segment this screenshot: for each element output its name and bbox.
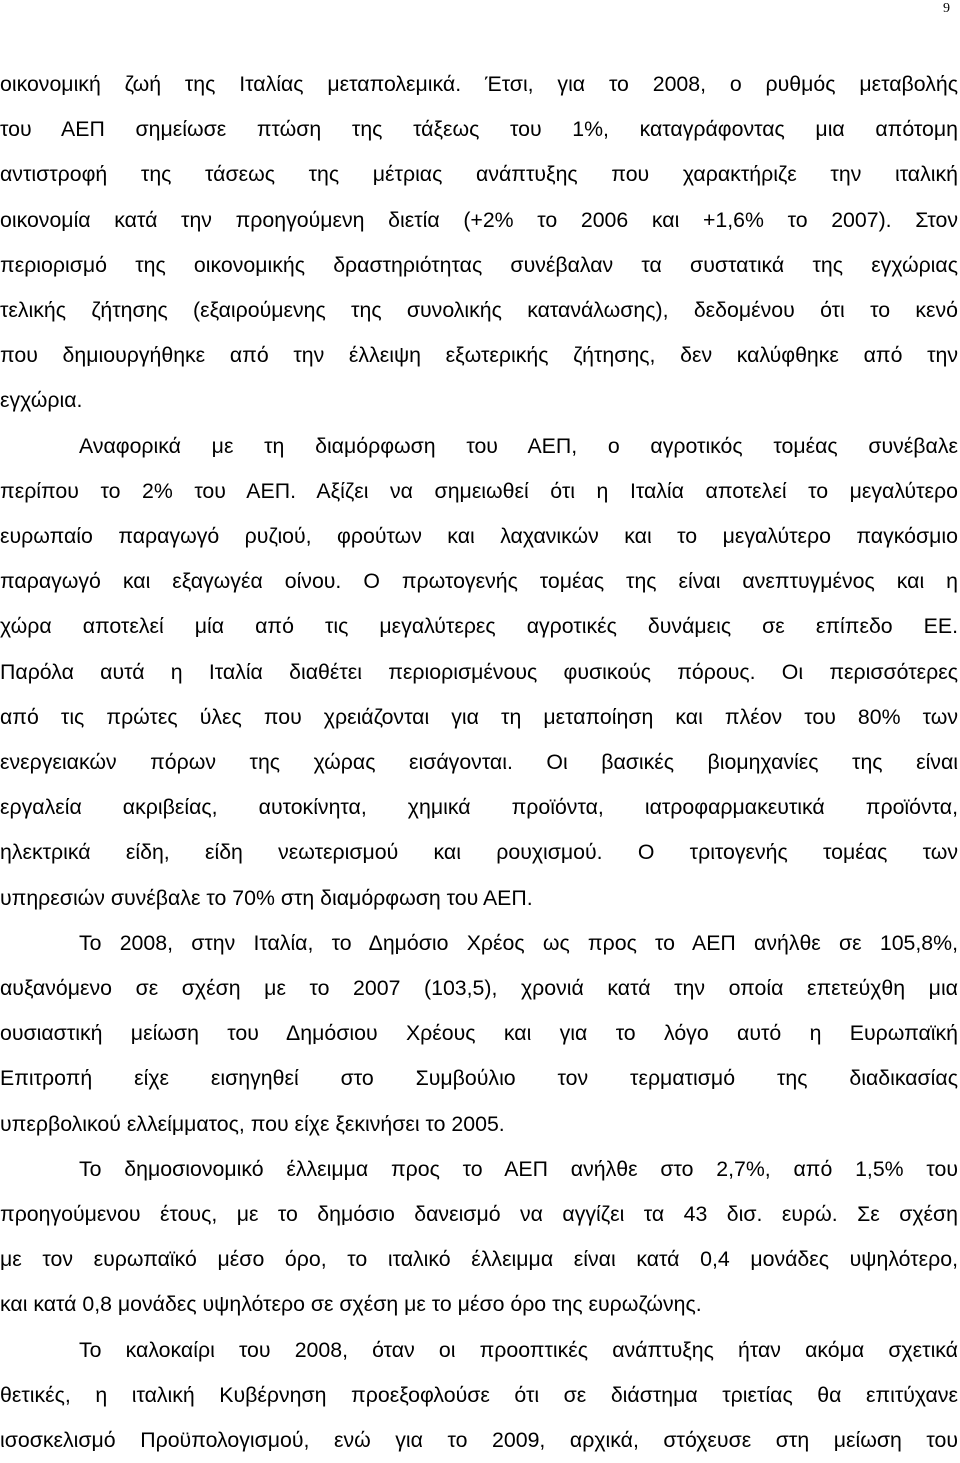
paragraph [0, 921, 958, 1147]
text-line: εγχώρια. [0, 388, 83, 413]
text-line: προηγούμενου έτους, με το δημόσιο δανεισμό να αγγίζει τα 43 δισ. ευρώ. Σε σχέση [0, 1202, 958, 1227]
paragraph [0, 1328, 958, 1463]
text-line: οικονομία κατά την προηγούμενη διετία (+2% το 2006 και +1,6% το 2007). Στον [0, 207, 958, 232]
text-line: Το καλοκαίρι του 2008, όταν οι προοπτικές ανάπτυξης ήταν ακόμα σχετικά [79, 1337, 958, 1362]
text-line: Αναφορικά με τη διαμόρφωση του ΑΕΠ, ο αγροτικός τομέας συνέβαλε [79, 433, 958, 458]
paragraph [0, 1147, 958, 1328]
paragraph [0, 62, 958, 424]
text-line: ενεργειακών πόρων της χώρας εισάγονται. Οι βασικές βιομηχανίες της είναι [0, 750, 958, 775]
text-line: ηλεκτρικά είδη, είδη νεωτερισμού και ρουχισμού. Ο τριτογενής τομέας των [0, 840, 958, 865]
text-line: Το δημοσιονομικό έλλειμμα προς το ΑΕΠ ανήλθε στο 2,7%, από 1,5% του [79, 1156, 958, 1181]
text-line: του ΑΕΠ σημείωσε πτώση της τάξεως του 1%, καταγράφοντας μια απότομη [0, 117, 958, 142]
text-line: θετικές, η ιταλική Κυβέρνηση προεξοφλούσε ότι σε διάστημα τριετίας θα επιτύχανε [0, 1382, 958, 1407]
text-line: Το 2008, στην Ιταλία, το Δημόσιο Χρέος ως προς το ΑΕΠ ανήλθε σε 105,8%, [79, 930, 958, 955]
text-line: ισοσκελισμό Προϋπολογισμού, ενώ για το 2009, αρχικά, στόχευσε στη μείωση του [0, 1428, 958, 1453]
text-line: υπερβολικού ελλείμματος, που είχε ξεκινήσει το 2005. [0, 1111, 505, 1136]
text-line: από τις πρώτες ύλες που χρειάζονται για τη μεταποίηση και πλέον του 80% των [0, 704, 958, 729]
text-line: που δημιουργήθηκε από την έλλειψη εξωτερικής ζήτησης, δεν καλύφθηκε από την [0, 343, 958, 368]
text-line: και κατά 0,8 μονάδες υψηλότερο σε σχέση με το μέσο όρο της ευρωζώνης. [0, 1292, 702, 1317]
text-line: χώρα αποτελεί μία από τις μεγαλύτερες αγροτικές δυνάμεις σε επίπεδο ΕΕ. [0, 614, 958, 639]
paragraph [0, 424, 958, 921]
text-line: αυξανόμενο σε σχέση με το 2007 (103,5), χρονιά κατά την οποία επετεύχθη μια [0, 976, 958, 1001]
text-line: περιορισμό της οικονομικής δραστηριότητας συνέβαλαν τα συστατικά της εγχώριας [0, 252, 958, 277]
text-line: περίπου το 2% του ΑΕΠ. Αξίζει να σημειωθεί ότι η Ιταλία αποτελεί το μεγαλύτερο [0, 478, 958, 503]
text-line: παραγωγό και εξαγωγέα οίνου. Ο πρωτογενής τομέας της είναι ανεπτυγμένος και η [0, 569, 958, 594]
page-number: 9 [943, 1, 950, 16]
text-line: τελικής ζήτησης (εξαιρούμενης της συνολικής κατανάλωσης), δεδομένου ότι το κενό [0, 298, 958, 323]
text-line: ουσιαστική μείωση του Δημόσιου Χρέους και για το λόγο αυτό η Ευρωπαϊκή [0, 1021, 958, 1046]
text-line: με τον ευρωπαϊκό μέσο όρο, το ιταλικό έλλειμμα είναι κατά 0,4 μονάδες υψηλότερο, [0, 1247, 958, 1272]
document-body [0, 62, 958, 1463]
text-line: Επιτροπή είχε εισηγηθεί στο Συμβούλιο τον τερματισμό της διαδικασίας [0, 1066, 958, 1091]
text-line: υπηρεσιών συνέβαλε το 70% στη διαμόρφωση του ΑΕΠ. [0, 885, 533, 910]
text-line: οικονομική ζωή της Ιταλίας μεταπολεμικά. Έτσι, για το 2008, ο ρυθμός μεταβολής [0, 72, 958, 96]
text-line: Παρόλα αυτά η Ιταλία διαθέτει περιορισμένους φυσικούς πόρους. Οι περισσότερες [0, 659, 958, 684]
text-line: εργαλεία ακριβείας, αυτοκίνητα, χημικά προϊόντα, ιατροφαρμακευτικά προϊόντα, [0, 795, 958, 820]
text-line: ευρωπαίο παραγωγό ρυζιού, φρούτων και λαχανικών και το μεγαλύτερο παγκόσμιο [0, 524, 958, 549]
text-line: αντιστροφή της τάσεως της μέτριας ανάπτυξης που χαρακτήριζε την ιταλική [0, 162, 958, 187]
